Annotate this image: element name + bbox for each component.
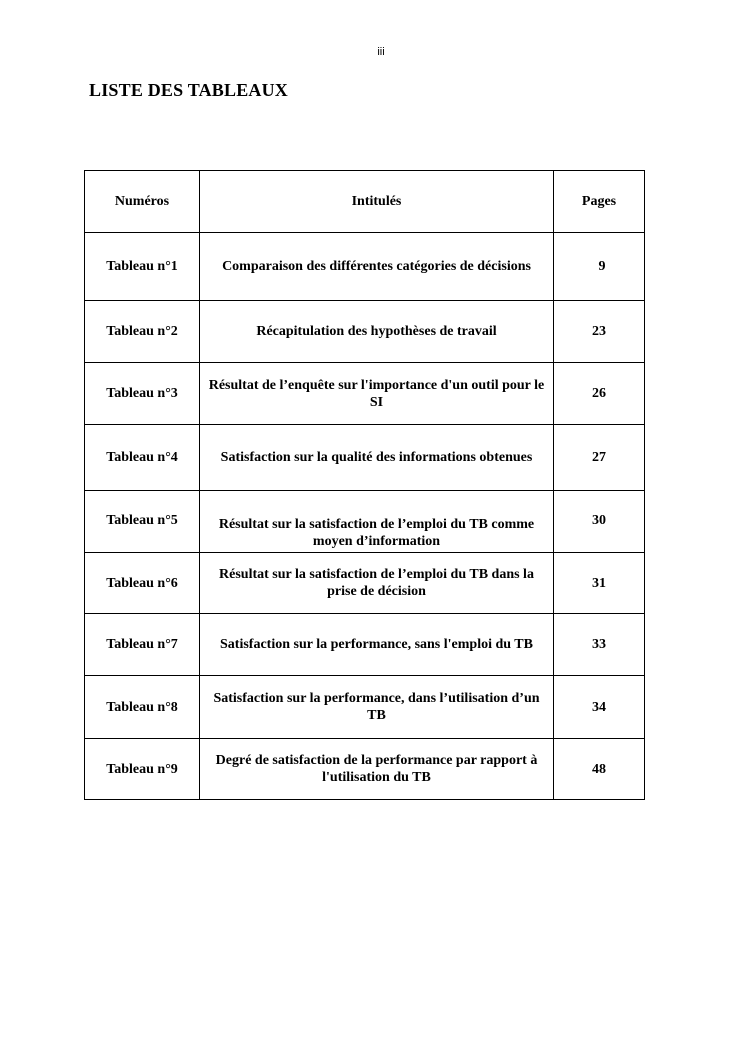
table-title-cell: Récapitulation des hypothèses de travail xyxy=(200,301,554,363)
table-page-cell: 26 xyxy=(554,363,645,425)
table-row xyxy=(85,739,645,800)
table-row xyxy=(85,425,645,491)
list-of-tables xyxy=(84,170,645,800)
table-header-row xyxy=(85,171,645,233)
table-title-cell: Degré de satisfaction de la performance par rapport à l'utilisation du TB xyxy=(200,739,554,800)
header-intitules: Intitulés xyxy=(200,171,554,233)
table-row xyxy=(85,676,645,739)
table-number-cell: Tableau n°6 xyxy=(85,553,200,614)
table-number-cell: Tableau n°8 xyxy=(85,676,200,739)
table-title-cell: Résultat sur la satisfaction de l’emploi du TB dans la prise de décision xyxy=(200,553,554,614)
table-page-cell: 27 xyxy=(554,425,645,491)
table-title-cell: Comparaison des différentes catégories de décisions xyxy=(200,233,554,301)
table-row xyxy=(85,614,645,676)
header-pages: Pages xyxy=(554,171,645,233)
table-number-cell: Tableau n°5 xyxy=(85,491,200,553)
table-row xyxy=(85,491,645,553)
table-page-cell: 48 xyxy=(554,739,645,800)
table-number-cell: Tableau n°2 xyxy=(85,301,200,363)
table-number-cell: Tableau n°1 xyxy=(85,233,200,301)
table-title-cell: Satisfaction sur la qualité des informations obtenues xyxy=(200,425,554,491)
table-number-cell: Tableau n°3 xyxy=(85,363,200,425)
table-number-cell: Tableau n°4 xyxy=(85,425,200,491)
table-title-cell: Satisfaction sur la performance, dans l’utilisation d’un TB xyxy=(200,676,554,739)
table-number-cell: Tableau n°7 xyxy=(85,614,200,676)
table-page-cell: 31 xyxy=(554,553,645,614)
table-page-cell: 9 xyxy=(554,233,645,301)
table-page-cell: 30 xyxy=(554,491,645,553)
table-page-cell: 23 xyxy=(554,301,645,363)
header-numeros: Numéros xyxy=(85,171,200,233)
page-title: LISTE DES TABLEAUX xyxy=(89,80,289,100)
table-row xyxy=(85,363,645,425)
table-page-cell: 34 xyxy=(554,676,645,739)
table-title-cell: Résultat de l’enquête sur l'importance d'un outil pour le SI xyxy=(200,363,554,425)
table-row xyxy=(85,301,645,363)
table-row xyxy=(85,553,645,614)
table-row xyxy=(85,233,645,301)
page-number: iii xyxy=(377,46,385,58)
table-page-cell: 33 xyxy=(554,614,645,676)
table-title-cell: Satisfaction sur la performance, sans l'emploi du TB xyxy=(200,614,554,676)
table-number-cell: Tableau n°9 xyxy=(85,739,200,800)
table-title-cell: Résultat sur la satisfaction de l’emploi du TB comme moyen d’information xyxy=(200,491,554,553)
